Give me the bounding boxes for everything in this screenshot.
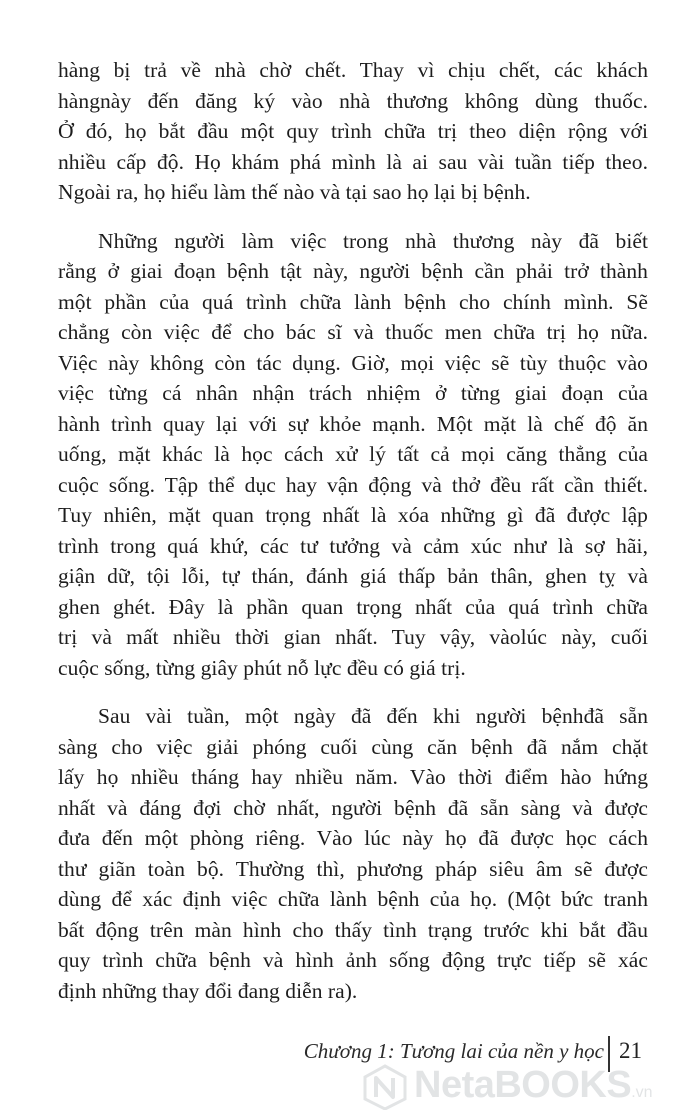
text-line: định những thay đổi đang diễn ra).	[58, 978, 358, 1003]
page-number: 21	[619, 1038, 642, 1063]
text-line: quy trình chữa bệnh và hình ảnh sống động trực tiếp sẽ xác	[58, 948, 648, 972]
text-line: sàng cho việc giải phóng cuối cùng căn bệnh đã nắm chặt	[58, 734, 648, 759]
paragraph-1	[58, 55, 648, 208]
text-line: lấy họ nhiều tháng hay nhiều năm. Vào thời điểm hào hứng	[58, 765, 648, 789]
netabooks-logo-icon	[362, 1064, 408, 1110]
text-line: Ngoài ra, họ hiểu làm thế nào và tại sao họ lại bị bệnh.	[58, 180, 531, 204]
text-line: Tuy nhiên, mặt quan trọng nhất là xóa những gì đã được lập	[58, 503, 648, 527]
text-line: thư giãn toàn bộ. Thường thì, phương pháp siêu âm sẽ được	[58, 856, 648, 881]
watermark	[362, 1062, 692, 1112]
text-line: cuộc sống. Tập thể dục hay vận động và thở đều rất cần thiết.	[58, 472, 648, 497]
watermark-suffix: .vn	[631, 1084, 653, 1101]
paragraph-2	[58, 226, 648, 684]
paragraph-3	[58, 701, 648, 1006]
text-line: chẳng còn việc để cho bác sĩ và thuốc men chữa trị họ nữa.	[58, 320, 648, 344]
text-line: Sau vài tuần, một ngày đã đến khi người bệnhđã sẵn	[98, 704, 648, 728]
text-line: trình trong quá khứ, các tư tưởng và cảm xúc như là sợ hãi,	[58, 533, 648, 558]
text-line: hàng bị trả về nhà chờ chết. Thay vì chịu chết, các khách	[58, 58, 648, 82]
text-line: một phần của quá trình chữa lành bệnh cho chính mình. Sẽ	[58, 289, 648, 314]
text-line: ghen ghét. Đây là phần quan trọng nhất của quá trình chữa	[58, 594, 648, 619]
text-line: hành trình quay lại với sự khỏe mạnh. Một mặt là chế độ ăn	[58, 411, 648, 436]
text-line: dùng để xác định việc chữa lành bệnh của họ. (Một bức tranh	[58, 887, 648, 911]
text-line: trị và mất nhiều thời gian nhất. Tuy vậy, vàolúc này, cuối	[58, 625, 648, 649]
body-text	[58, 55, 648, 1006]
text-line: rằng ở giai đoạn bệnh tật này, người bệnh cần phải trở thành	[58, 259, 648, 283]
watermark-text	[414, 1064, 653, 1107]
text-line: cuộc sống, từng giây phút nỗ lực đều có giá trị.	[58, 655, 466, 680]
text-line: bất động trên màn hình cho thấy tình trạng trước khi bắt đầu	[58, 917, 648, 942]
text-line: Ở đó, họ bắt đầu một quy trình chữa trị theo diện rộng với	[58, 119, 648, 143]
text-line: hàngnày đến đăng ký vào nhà thương không dùng thuốc.	[58, 88, 648, 113]
text-line: nhiều cấp độ. Họ khám phá mình là ai sau vài tuần tiếp theo.	[58, 149, 648, 174]
watermark-brand: NetaBOOKS	[414, 1064, 632, 1106]
text-line: nhất và đáng đợi chờ nhất, người bệnh đã sẵn sàng và được	[58, 795, 648, 820]
text-line: đưa đến một phòng riêng. Vào lúc này họ đã được học cách	[58, 826, 648, 850]
text-line: uống, mặt khác là học cách xử lý tất cả mọi căng thẳng của	[58, 442, 648, 466]
text-line: Những người làm việc trong nhà thương này đã biết	[98, 228, 648, 253]
text-line: việc từng cá nhân nhận trách nhiệm ở từng giai đoạn của	[58, 381, 648, 405]
text-line: giận dữ, tội lỗi, tự thán, đánh giá thấp bản thân, ghen tỵ và	[58, 564, 648, 588]
text-line: Việc này không còn tác dụng. Giờ, mọi việc sẽ tùy thuộc vào	[58, 350, 648, 375]
running-chapter-title: Chương 1: Tương lai của nền y học	[303, 1039, 604, 1063]
